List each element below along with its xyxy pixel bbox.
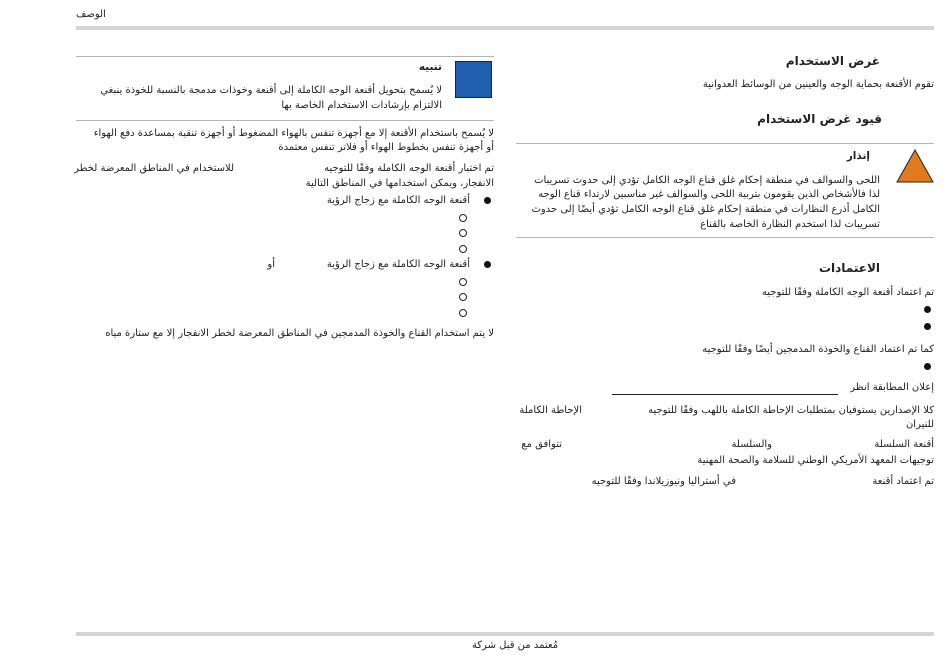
approvals-bullet-2 [924, 323, 931, 330]
notice-bottom-rule [76, 120, 494, 121]
header-label: الوصف [76, 9, 106, 20]
approvals-bullet-3 [924, 363, 931, 370]
warning-bottom-rule [516, 237, 934, 238]
fire-line-2: للنيران [905, 419, 934, 430]
or-text: أو [267, 259, 275, 270]
aus-a: تم اعتماد أقنعة [872, 476, 934, 487]
approvals-bullet-1 [924, 306, 931, 313]
declaration-text: إعلان المطابقة انظر [850, 382, 934, 393]
aus-b: في أستراليا ونيوزيلاندا وفقًا للتوجيه [591, 476, 736, 487]
approvals-line-2: كما تم اعتماد القناع والخوذة المدمجين أيضًا وفقًا للتوجيه [702, 344, 934, 355]
niosh-text: توجيهات المعهد الأمريكي الوطني للسلامة والصحة المهنية [697, 455, 934, 466]
last-line: لا يتم استخدام القناع والخوذة المدمجين في المناطق المعرضة لخطر الانفجار إلا مع ستارة مياه [105, 328, 494, 339]
sublist-circle-6 [459, 309, 467, 317]
notice-top-rule [76, 56, 494, 57]
warning-title: إنذار [846, 150, 870, 162]
footer-text: مُعتمد من قبل شركة [471, 640, 559, 651]
series-b: والسلسلة [731, 439, 772, 450]
p1-line-1: لا يُسمح باستخدام الأقنعة إلا مع أجهزة تنفس بالهواء المضغوط أو أجهزة تنقية بمساعدة دفع الهواء [93, 128, 494, 139]
sublist-circle-3 [459, 245, 467, 253]
footer-divider [76, 632, 934, 636]
approvals-line-1: تم اعتماد أقنعة الوجه الكاملة وفقًا للتوجيه [761, 287, 934, 298]
warning-line-4: تسريبات لذا استخدم النظارة الخاصة بالقناع [700, 219, 880, 230]
purpose-text: تقوم الأقنعة بحماية الوجه والعينين من الوسائط العدوانية [702, 79, 934, 90]
warning-top-rule [516, 143, 934, 144]
limits-title: قيود غرض الاستخدام [757, 112, 882, 126]
p2-b: للاستخدام في المناطق المعرضة لخطر [74, 163, 234, 174]
declaration-blank [612, 394, 838, 395]
sublist-circle-2 [459, 229, 467, 237]
approvals-title: الاعتمادات [818, 261, 880, 275]
header-divider [76, 26, 934, 30]
warning-line-2: لذا فالأشخاص الذين يقومون بتربية اللحى والسوالف غير مناسبين لارتداء قناع الوجه [538, 189, 880, 200]
fire-term: الإحاطة الكاملة [519, 405, 582, 416]
warning-triangle-icon [895, 148, 935, 184]
warning-line-1: اللحى والسوالف في منطقة إحكام غلق قناع الوجه الكامل تؤدي إلى حدوث تسريبات [534, 175, 880, 186]
notice-title: تنبيه [418, 61, 442, 73]
sublist-circle-5 [459, 293, 467, 301]
sublist-circle-4 [459, 278, 467, 286]
notice-square-icon [455, 61, 492, 98]
p2-a: تم اختبار أقنعة الوجه الكاملة وفقًا للتوجيه [324, 163, 494, 174]
fire-line-1: كلا الإصدارين يستوفيان بمتطلبات الإحاطة الكاملة باللهب وفقًا للتوجيه [648, 405, 934, 416]
sublist-circle-1 [459, 214, 467, 222]
list-item-1: أقنعة الوجه الكاملة مع زجاج الرؤية [326, 195, 470, 206]
list-bullet-1 [484, 197, 491, 204]
purpose-title: غرض الاستخدام [785, 54, 880, 68]
series-a: أقنعة السلسلة [874, 439, 934, 450]
series-c: تتوافق مع [521, 439, 562, 450]
notice-line-1: لا يُسمح بتحويل أقنعة الوجه الكاملة إلى أقنعة وخوذات مدمجة بالنسبة للخوذة ينبغي [100, 85, 442, 96]
p2-line-2: الانفجار، ويمكن استخدامها في المناطق التالية [305, 178, 494, 189]
list-bullet-2 [484, 261, 491, 268]
p1-line-2: أو أجهزة تنفس بخطوط الهواء أو فلاتر تنفس معتمدة [278, 142, 494, 153]
warning-line-3: الكامل أذرع النظارات في منطقة إحكام غلق قناع الوجه الكامل تؤدي أيضًا إلى حدوث [531, 204, 880, 215]
list-item-2: أقنعة الوجه الكاملة مع زجاج الرؤية [326, 259, 470, 270]
notice-line-2: الالتزام بإرشادات الاستخدام الخاصة بها [281, 100, 442, 111]
